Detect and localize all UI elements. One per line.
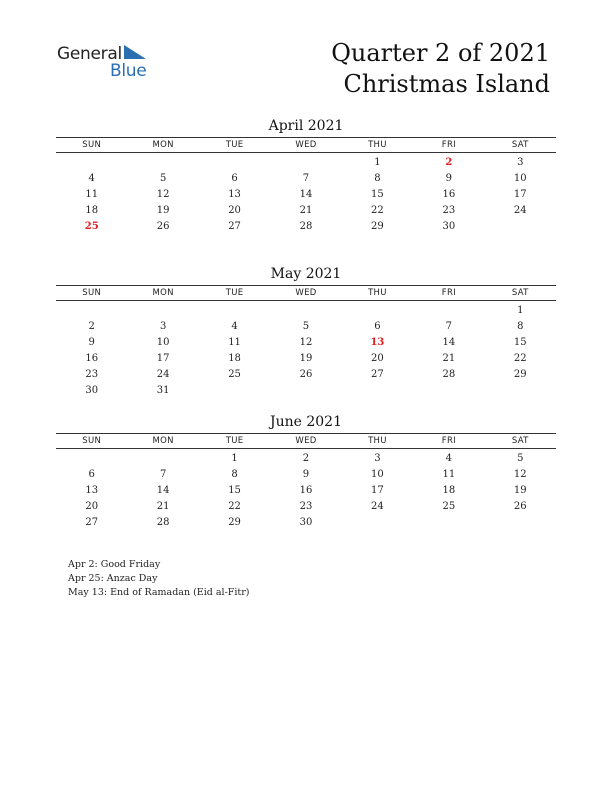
day-cell: 16 [442, 189, 456, 200]
weekday-divider [56, 152, 556, 153]
weekday-label: FRI [441, 288, 456, 298]
day-cell: 24 [513, 205, 527, 216]
day-cell: 3 [374, 453, 381, 464]
day-cell: 21 [156, 501, 170, 512]
day-cell: 21 [299, 205, 313, 216]
day-cell: 15 [513, 337, 527, 348]
day-cell: 5 [517, 453, 524, 464]
day-cell: 19 [513, 485, 527, 496]
day-cell: 10 [371, 469, 384, 480]
day-cell: 6 [88, 469, 95, 480]
weekday-label: SUN [82, 140, 102, 150]
day-cell: 16 [85, 353, 99, 364]
day-cell: 8 [374, 173, 381, 184]
day-cell: 2 [302, 453, 310, 464]
logo-triangle-icon [124, 45, 146, 59]
day-cell: 15 [371, 189, 384, 200]
day-cell: 28 [299, 221, 313, 232]
empty-day-cell [413, 303, 484, 319]
empty-day-cell [342, 303, 413, 319]
day-cell: 27 [228, 221, 241, 232]
title-region: Christmas Island [343, 70, 550, 98]
day-cell: 6 [231, 173, 238, 184]
day-cell: 22 [371, 205, 384, 216]
holiday-note: May 13: End of Ramadan (Eid al-Fitr) [68, 587, 250, 598]
day-cell: 30 [85, 385, 99, 396]
title-quarter: Quarter 2 of 2021 [331, 39, 550, 67]
day-cell: 12 [299, 337, 313, 348]
weekday-label: SAT [511, 436, 529, 446]
empty-day-cell [56, 303, 127, 319]
page-title [331, 38, 550, 100]
empty-day-cell [342, 383, 413, 399]
day-cell: 19 [156, 205, 170, 216]
day-cell: 4 [88, 173, 95, 184]
day-cell: 7 [302, 173, 310, 184]
holiday-day-cell: 13 [370, 337, 385, 348]
day-cell: 9 [445, 173, 453, 184]
weekday-label: TUE [225, 288, 244, 298]
month-april [56, 117, 556, 235]
weekday-label: SUN [82, 436, 102, 446]
day-cell: 14 [299, 189, 313, 200]
day-cell: 18 [85, 205, 99, 216]
day-cell: 21 [442, 353, 456, 364]
day-cell: 14 [442, 337, 456, 348]
day-cell: 22 [228, 501, 241, 512]
weekday-header [56, 286, 556, 300]
empty-day-cell [342, 515, 413, 531]
weekday-label: THU [368, 140, 387, 150]
day-cell: 8 [231, 469, 238, 480]
day-cell: 26 [513, 501, 527, 512]
day-cell: 29 [228, 517, 241, 528]
day-cell: 4 [445, 453, 453, 464]
weekday-label: MON [152, 288, 174, 298]
day-cell: 20 [371, 353, 384, 364]
day-cell: 3 [517, 157, 524, 168]
day-grid [56, 451, 556, 531]
weekday-label: FRI [441, 436, 456, 446]
weekday-label: MON [152, 436, 174, 446]
day-cell: 16 [299, 485, 313, 496]
day-cell: 12 [156, 189, 170, 200]
logo-general-text: General [57, 44, 122, 64]
day-cell: 17 [513, 189, 527, 200]
weekday-divider [56, 448, 556, 449]
day-cell: 27 [371, 369, 384, 380]
month-title: June 2021 [269, 414, 342, 430]
weekday-label: TUE [225, 140, 244, 150]
day-cell: 25 [228, 369, 241, 380]
day-cell: 20 [85, 501, 99, 512]
weekday-label: WED [295, 436, 317, 446]
empty-day-cell [199, 155, 270, 171]
day-cell: 17 [156, 353, 170, 364]
day-cell: 14 [156, 485, 170, 496]
empty-day-cell [127, 303, 198, 319]
holiday-day-cell: 25 [84, 221, 99, 232]
holiday-note: Apr 2: Good Friday [68, 559, 161, 570]
month-may [56, 265, 556, 399]
day-cell: 20 [228, 205, 241, 216]
day-cell: 11 [228, 337, 241, 348]
day-cell: 7 [159, 469, 167, 480]
day-cell: 23 [442, 205, 456, 216]
day-cell: 9 [88, 337, 95, 348]
month-title: May 2021 [270, 266, 342, 282]
day-cell: 30 [442, 221, 456, 232]
weekday-label: WED [295, 140, 317, 150]
empty-day-cell [485, 219, 556, 235]
day-cell: 27 [85, 517, 99, 528]
weekday-header [56, 138, 556, 152]
day-cell: 8 [517, 321, 524, 332]
empty-day-cell [270, 303, 341, 319]
day-cell: 2 [88, 321, 95, 332]
day-cell: 19 [299, 353, 313, 364]
day-grid [56, 303, 556, 399]
day-cell: 6 [374, 321, 381, 332]
weekday-label: MON [152, 140, 174, 150]
day-cell: 30 [299, 517, 313, 528]
weekday-label: SAT [511, 288, 529, 298]
day-cell: 1 [231, 453, 238, 464]
day-cell: 10 [156, 337, 170, 348]
month-june [56, 413, 556, 531]
day-cell: 23 [85, 369, 99, 380]
empty-day-cell [270, 383, 341, 399]
day-cell: 15 [228, 485, 241, 496]
day-cell: 3 [159, 321, 167, 332]
empty-day-cell [413, 383, 484, 399]
weekday-label: WED [295, 288, 317, 298]
empty-day-cell [56, 155, 127, 171]
holiday-note: Apr 25: Anzac Day [68, 573, 158, 584]
day-cell: 25 [442, 501, 456, 512]
day-cell: 5 [302, 321, 310, 332]
day-cell: 17 [371, 485, 384, 496]
day-cell: 11 [442, 469, 456, 480]
day-cell: 11 [85, 189, 99, 200]
day-cell: 18 [442, 485, 456, 496]
empty-day-cell [485, 515, 556, 531]
weekday-label: SAT [511, 140, 529, 150]
holiday-day-cell: 2 [445, 157, 453, 168]
day-cell: 24 [371, 501, 384, 512]
day-cell: 1 [374, 157, 381, 168]
month-title: April 2021 [268, 118, 344, 134]
weekday-label: SUN [82, 288, 102, 298]
day-cell: 9 [302, 469, 310, 480]
day-cell: 1 [517, 305, 524, 316]
empty-day-cell [127, 451, 198, 467]
day-cell: 29 [371, 221, 384, 232]
day-cell: 28 [442, 369, 456, 380]
day-cell: 26 [299, 369, 313, 380]
empty-day-cell [199, 383, 270, 399]
empty-day-cell [127, 155, 198, 171]
day-cell: 28 [156, 517, 170, 528]
weekday-divider [56, 300, 556, 301]
day-cell: 7 [445, 321, 453, 332]
weekday-label: FRI [441, 140, 456, 150]
day-cell: 26 [156, 221, 170, 232]
day-grid [56, 155, 556, 235]
logo-blue-text: Blue [110, 61, 147, 81]
day-cell: 12 [513, 469, 527, 480]
empty-day-cell [56, 451, 127, 467]
empty-day-cell [270, 155, 341, 171]
day-cell: 31 [156, 385, 170, 396]
weekday-label: THU [368, 436, 387, 446]
weekday-label: TUE [225, 436, 244, 446]
day-cell: 13 [85, 485, 99, 496]
day-cell: 18 [228, 353, 241, 364]
empty-day-cell [413, 515, 484, 531]
weekday-label: THU [368, 288, 387, 298]
day-cell: 4 [231, 321, 238, 332]
empty-day-cell [485, 383, 556, 399]
day-cell: 10 [513, 173, 527, 184]
day-cell: 23 [299, 501, 313, 512]
day-cell: 13 [228, 189, 241, 200]
day-cell: 22 [513, 353, 527, 364]
weekday-header [56, 434, 556, 448]
holiday-notes [68, 558, 249, 600]
empty-day-cell [199, 303, 270, 319]
day-cell: 24 [156, 369, 170, 380]
day-cell: 29 [513, 369, 527, 380]
logo [57, 44, 167, 84]
day-cell: 5 [159, 173, 167, 184]
